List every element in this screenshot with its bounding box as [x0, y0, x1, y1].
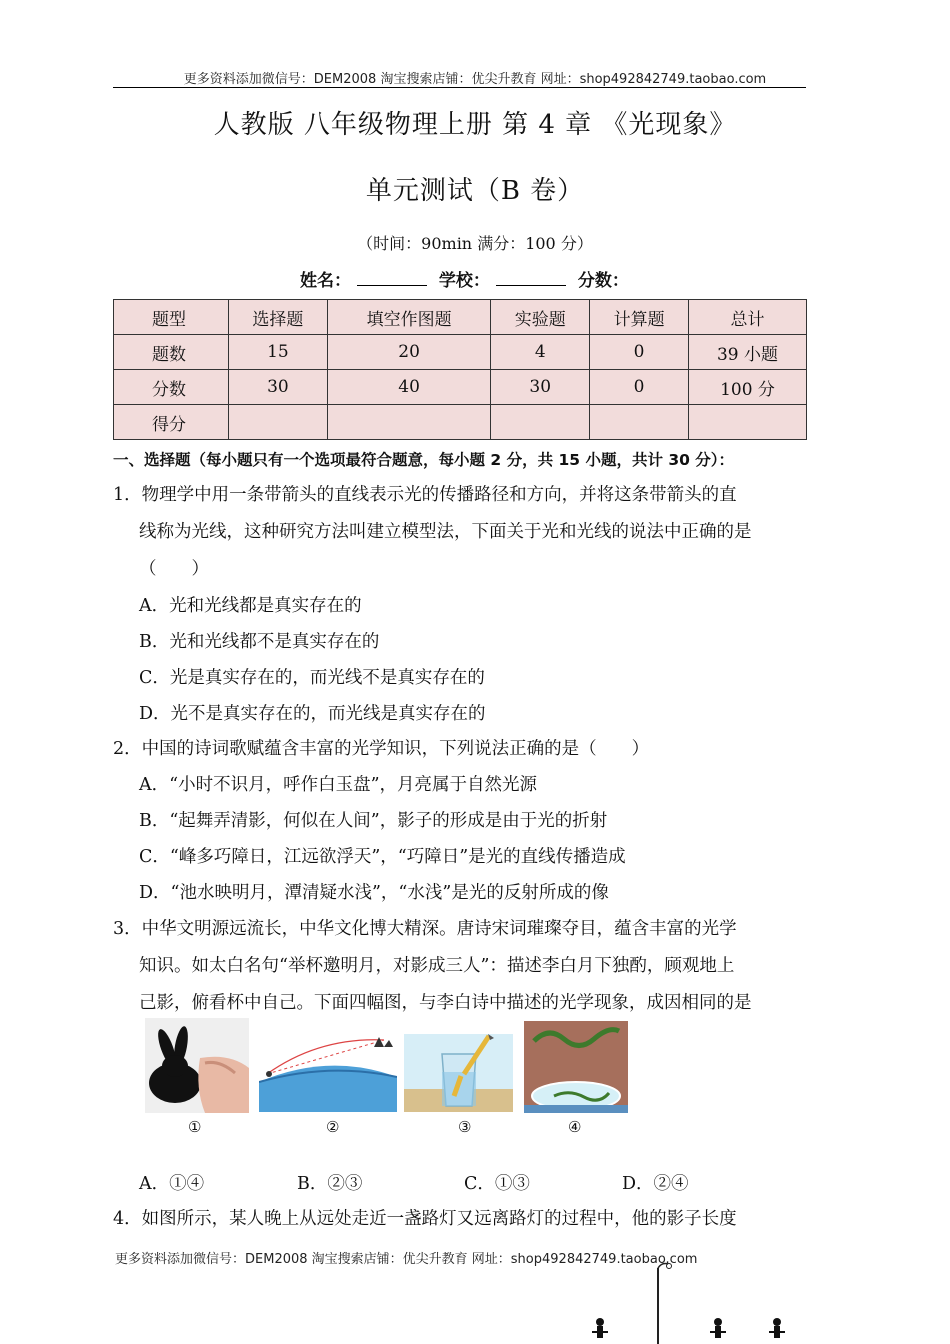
- table-cell: 30: [491, 370, 590, 405]
- student-info-line: [300, 266, 635, 291]
- question-2-option-b: B．“起舞弄清影，何似在人间”，影子的形成是由于光的折射: [139, 811, 608, 831]
- question-3-option-b: B．②③: [297, 1174, 363, 1194]
- figure-4-label: ④: [568, 1118, 582, 1136]
- question-1-text: 线称为光线，这种研究方法叫建立模型法，下面关于光和光线的说法中正确的是: [139, 522, 752, 542]
- table-cell: 得分: [114, 405, 229, 440]
- question-1-option-d: D．光不是真实存在的，而光线是真实存在的: [139, 704, 486, 724]
- name-label: 姓名：: [300, 271, 351, 291]
- question-1-option-c: C．光是真实存在的，而光线不是真实存在的: [139, 668, 485, 688]
- table-cell: [491, 405, 590, 440]
- question-2-option-d: D．“池水映明月，潭清疑水浅”，“水浅”是光的反射所成的像: [139, 883, 609, 903]
- question-3-option-a: A．①④: [139, 1174, 205, 1194]
- table-cell: 选择题: [229, 300, 328, 335]
- table-cell: 40: [327, 370, 490, 405]
- table-row: [114, 370, 807, 405]
- table-cell: 4: [491, 335, 590, 370]
- question-1-text: 1．物理学中用一条带箭头的直线表示光的传播路径和方向，并将这条带箭头的直: [113, 485, 737, 505]
- figure-3-pencil-in-water: [404, 1034, 513, 1112]
- question-1-option-a: A．光和光线都是真实存在的: [139, 596, 362, 616]
- school-blank: [496, 271, 566, 286]
- table-cell: 分数: [114, 370, 229, 405]
- figure-2-refraction-horizon: [259, 1032, 397, 1112]
- table-cell: 30: [229, 370, 328, 405]
- table-cell: 100 分: [689, 370, 807, 405]
- figure-1-label: ①: [188, 1118, 202, 1136]
- question-3-option-c: C．①③: [464, 1174, 530, 1194]
- figure-streetlamp: [570, 1260, 810, 1344]
- exam-meta: （时间：90min 满分：100 分）: [357, 234, 593, 253]
- name-blank: [357, 271, 427, 286]
- header-note: 更多资料添加微信号：DEM2008 淘宝搜索店铺：优尖升教育 网址：shop492842749.taobao.com: [183, 72, 767, 87]
- question-3-text: 3．中华文明源远流长，中华文化博大精深。唐诗宋词璀璨夺目，蕴含丰富的光学: [113, 919, 737, 939]
- table-cell: 题数: [114, 335, 229, 370]
- question-3-text: 己影，俯看杯中自己。下面四幅图，与李白诗中描述的光学现象，成因相同的是: [139, 993, 752, 1013]
- table-cell: 15: [229, 335, 328, 370]
- table-cell: 0: [590, 370, 689, 405]
- figure-3-label: ③: [458, 1118, 472, 1136]
- figure-1-hand-shadow-rabbit: [145, 1018, 249, 1113]
- question-1-paren: （ ）: [139, 559, 209, 579]
- table-row: [114, 405, 807, 440]
- table-row: [114, 335, 807, 370]
- table-cell: 20: [327, 335, 490, 370]
- question-3-option-d: D．②④: [622, 1174, 689, 1194]
- score-label: 分数：: [577, 271, 629, 291]
- score-table: [113, 299, 807, 440]
- page-subtitle: 单元测试（B 卷）: [365, 176, 585, 206]
- table-cell: 0: [590, 335, 689, 370]
- table-cell: 总计: [689, 300, 807, 335]
- question-2-option-a: A．“小时不识月，呼作白玉盘”，月亮属于自然光源: [139, 775, 538, 795]
- table-cell: [229, 405, 328, 440]
- school-label: 学校：: [438, 271, 490, 291]
- question-2-option-c: C．“峰多巧障日，江远欲浮天”，“巧障日”是光的直线传播造成: [139, 847, 626, 867]
- table-cell: 填空作图题: [327, 300, 490, 335]
- footer-note: 更多资料添加微信号：DEM2008 淘宝搜索店铺：优尖升教育 网址：shop492842749.taobao.com: [115, 1252, 698, 1267]
- section-heading: 一、选择题（每小题只有一个选项最符合题意，每小题 2 分，共 15 小题，共计 30 分）：: [113, 451, 735, 469]
- question-4-text: 4．如图所示，某人晚上从远处走近一盏路灯又远离路灯的过程中，他的影子长度: [113, 1209, 737, 1229]
- question-2-text: 2．中国的诗词歌赋蕴含丰富的光学知识，下列说法正确的是（ ）: [113, 739, 650, 759]
- question-3-text: 知识。如太白名句“举杯邀明月，对影成三人”：描述李白月下独酌，顾观地上: [139, 956, 735, 976]
- table-cell: 39 小题: [689, 335, 807, 370]
- table-cell: 实验题: [491, 300, 590, 335]
- header-divider: [113, 87, 806, 88]
- figure-2-label: ②: [326, 1118, 340, 1136]
- table-cell: [327, 405, 490, 440]
- table-header-row: [114, 300, 807, 335]
- table-cell: 题型: [114, 300, 229, 335]
- figure-4-snake-reflection: [524, 1021, 628, 1113]
- table-cell: [590, 405, 689, 440]
- table-cell: 计算题: [590, 300, 689, 335]
- table-cell: [689, 405, 807, 440]
- question-1-option-b: B．光和光线都不是真实存在的: [139, 632, 380, 652]
- page-title: 人教版 八年级物理上册 第 4 章 《光现象》: [213, 110, 737, 140]
